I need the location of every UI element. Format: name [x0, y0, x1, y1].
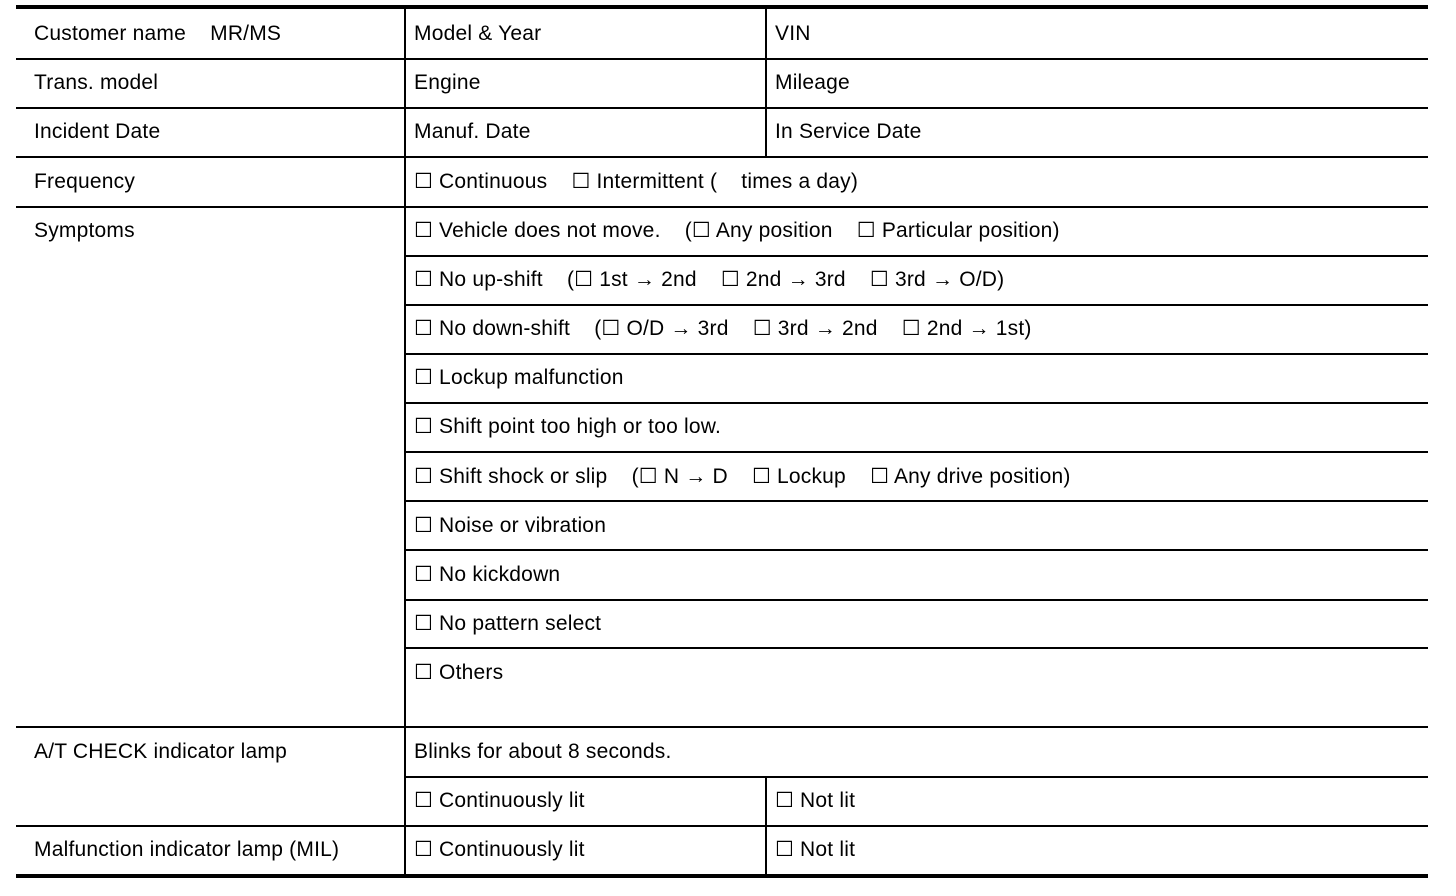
symptom-option[interactable]: ☐ No kickdown	[414, 563, 561, 586]
column-divider	[765, 7, 767, 158]
in-service-date-label: In Service Date	[775, 120, 922, 143]
engine-label: Engine	[414, 71, 481, 94]
model-year-label: Model & Year	[414, 22, 542, 45]
rule	[404, 255, 1428, 257]
rule	[16, 156, 1428, 158]
rule	[404, 353, 1428, 355]
rule	[404, 599, 1428, 601]
rule	[404, 647, 1428, 649]
symptom-option[interactable]: ☐ Shift shock or slip (☐ N → D ☐ Lockup ☐ Any drive position)	[414, 465, 1071, 488]
symptom-option[interactable]: ☐ Others	[414, 661, 504, 684]
symptom-option[interactable]: ☐ No down-shift (☐ O/D → 3rd ☐ 3rd → 2nd ☐ 2nd → 1st)	[414, 317, 1032, 340]
rule-top	[16, 5, 1428, 9]
rule	[16, 58, 1428, 60]
trans-model-label: Trans. model	[34, 71, 159, 94]
symptom-option[interactable]: ☐ Shift point too high or too low.	[414, 415, 721, 438]
rule	[404, 500, 1428, 502]
column-divider	[404, 7, 406, 877]
rule	[404, 451, 1428, 453]
mil-continuously-lit[interactable]: ☐ Continuously lit	[414, 838, 585, 861]
customer-name-label: Customer name MR/MS	[34, 22, 282, 45]
symptom-option[interactable]: ☐ Lockup malfunction	[414, 366, 624, 389]
mil-not-lit[interactable]: ☐ Not lit	[775, 838, 856, 861]
manuf-date-label: Manuf. Date	[414, 120, 531, 143]
mileage-label: Mileage	[775, 71, 850, 94]
incident-date-label: Incident Date	[34, 120, 161, 143]
symptom-option[interactable]: ☐ Noise or vibration	[414, 514, 607, 537]
column-divider	[765, 776, 767, 876]
at-check-not-lit[interactable]: ☐ Not lit	[775, 789, 856, 812]
rule	[16, 206, 1428, 208]
at-check-label: A/T CHECK indicator lamp	[34, 740, 287, 763]
rule	[404, 304, 1428, 306]
rule	[404, 549, 1428, 551]
symptoms-label: Symptoms	[34, 219, 135, 242]
rule	[16, 726, 1428, 728]
symptom-option[interactable]: ☐ Vehicle does not move. (☐ Any position ☐ Particular position)	[414, 219, 1060, 242]
symptom-option[interactable]: ☐ No pattern select	[414, 612, 602, 635]
rule	[404, 776, 1428, 778]
rule	[16, 825, 1428, 827]
rule	[404, 402, 1428, 404]
frequency-label: Frequency	[34, 170, 136, 193]
rule-bottom	[16, 874, 1428, 878]
diagnostic-worksheet-table	[16, 0, 1428, 896]
rule	[16, 107, 1428, 109]
frequency-options[interactable]: ☐ Continuous ☐ Intermittent ( times a day)	[414, 170, 859, 193]
mil-label: Malfunction indicator lamp (MIL)	[34, 838, 340, 861]
symptom-option[interactable]: ☐ No up-shift (☐ 1st → 2nd ☐ 2nd → 3rd ☐ 3rd → O/D)	[414, 268, 1005, 291]
at-check-continuously-lit[interactable]: ☐ Continuously lit	[414, 789, 585, 812]
at-check-blinks: Blinks for about 8 seconds.	[414, 740, 672, 763]
vin-label: VIN	[775, 22, 811, 45]
